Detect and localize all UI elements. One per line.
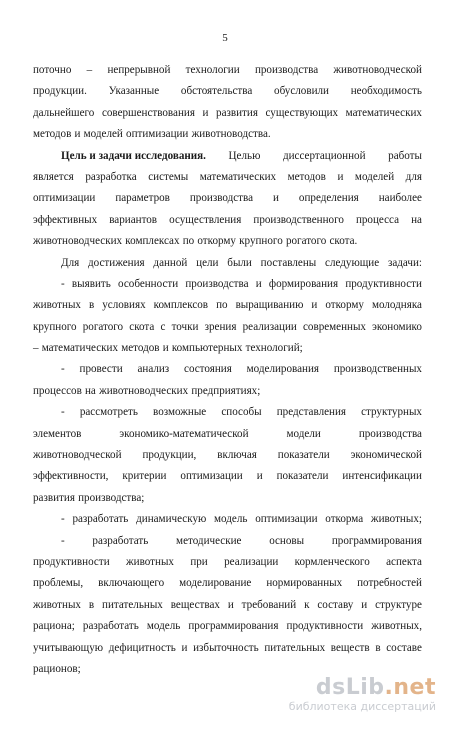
paragraph	[33, 509, 422, 530]
word: вариантов	[109, 213, 158, 226]
word: данной	[153, 256, 188, 269]
word: производства	[358, 427, 422, 440]
text-line	[33, 253, 422, 274]
word: зрения	[204, 320, 237, 333]
word: были	[227, 256, 252, 269]
word: возможные	[153, 406, 207, 419]
watermark	[266, 676, 436, 714]
word: крупного	[239, 235, 283, 248]
text-line	[33, 552, 422, 573]
word: и	[273, 192, 279, 205]
word: производственного	[253, 213, 344, 226]
word: наиболее	[378, 192, 422, 205]
word: моделирования	[246, 363, 319, 376]
text-line	[33, 616, 422, 637]
word: представления	[276, 406, 346, 419]
word: животных	[33, 299, 81, 312]
word: выращиванию	[235, 299, 304, 312]
word: проблемы,	[33, 577, 84, 590]
word: показатели	[276, 470, 329, 483]
word: развития	[33, 491, 75, 504]
word: на	[85, 384, 96, 397]
word: обстоятельства	[180, 85, 253, 98]
text-line	[33, 359, 422, 380]
word: производства	[254, 64, 319, 76]
word: продукции.	[33, 85, 87, 98]
word: оптимизации	[180, 470, 243, 483]
word: и	[202, 106, 209, 119]
word: включая	[217, 449, 257, 462]
word: Целью	[228, 149, 261, 162]
text-line	[33, 638, 422, 659]
word: по	[182, 235, 195, 248]
text-line	[33, 295, 422, 316]
word: в	[88, 598, 95, 611]
word: оптимизации	[126, 128, 189, 141]
word: составе	[386, 641, 422, 654]
word: методов	[121, 342, 160, 355]
word: животноводческой	[33, 449, 122, 462]
word: разработать	[82, 620, 139, 633]
word: интенсификации	[342, 470, 422, 483]
word: животных;	[370, 513, 422, 526]
word: программирования	[331, 534, 422, 547]
text-line	[33, 124, 422, 145]
word: Для	[61, 256, 80, 269]
word: моделирование	[179, 577, 252, 590]
text-line	[33, 103, 422, 124]
word: необходимость	[350, 85, 422, 98]
word: животноводческой	[333, 64, 422, 76]
watermark-logo-tld: .net	[384, 675, 436, 700]
word: работы	[388, 149, 422, 162]
text-line	[33, 595, 422, 616]
word: оптимизации	[33, 192, 96, 205]
word: комплексов	[153, 299, 209, 312]
word: кормленческого	[294, 555, 370, 568]
word: нормированных	[266, 577, 343, 590]
word: по	[216, 299, 228, 312]
word: и	[337, 170, 344, 183]
word: производства	[185, 277, 249, 290]
word: технологий;	[245, 342, 303, 355]
word: основы	[269, 534, 305, 547]
watermark-logo-main: dsLib	[315, 675, 385, 700]
word: непрерывной	[107, 64, 171, 76]
text-line	[33, 445, 422, 466]
word: при	[190, 555, 208, 568]
word: и	[162, 342, 169, 355]
word: компьютерных	[171, 342, 243, 355]
word: -	[61, 406, 65, 419]
word: разработать	[72, 513, 129, 526]
word: математических	[345, 106, 422, 119]
paragraph	[33, 359, 422, 402]
document-body	[33, 60, 422, 680]
word: скота.	[329, 235, 358, 248]
text-line	[33, 60, 422, 81]
word: программирования	[188, 620, 279, 633]
word: условиях	[102, 299, 146, 312]
word: животных	[126, 555, 174, 568]
word: откорма	[325, 513, 364, 526]
text-line	[33, 573, 422, 594]
word: -	[61, 363, 65, 376]
word: составу	[317, 598, 354, 611]
text-line	[33, 167, 422, 188]
word: особенности	[118, 277, 179, 290]
watermark-subtitle: библиотека диссертаций	[288, 700, 436, 713]
word: способы	[221, 406, 262, 419]
word: реализации	[224, 555, 279, 568]
word: методические	[176, 534, 242, 547]
text-line	[33, 509, 422, 530]
word: –	[86, 64, 93, 76]
word: рационов;	[33, 662, 81, 675]
word: Указанные	[108, 85, 160, 98]
section-heading: Цель и задачи исследования.	[61, 149, 206, 162]
text-line	[33, 424, 422, 445]
word: предприятиях;	[191, 384, 261, 397]
word: дефицитность	[108, 641, 176, 654]
word: точки	[171, 320, 199, 333]
word: аспекта	[386, 555, 422, 568]
word: процессов	[33, 384, 82, 397]
word: параметров	[115, 192, 170, 205]
word: разработка	[85, 170, 137, 183]
text-line	[33, 488, 422, 509]
word: животноводческих	[33, 235, 123, 248]
word: к	[304, 598, 310, 611]
word: реализации	[242, 320, 297, 333]
word: структуре	[375, 598, 422, 611]
word: эффективных	[33, 213, 98, 226]
word: веществ	[330, 641, 370, 654]
word: веществах	[170, 598, 220, 611]
word: формирования	[268, 277, 339, 290]
word: моделей	[83, 128, 123, 141]
text-line	[33, 317, 422, 338]
word: выявить	[71, 277, 111, 290]
word: продуктивности	[33, 555, 110, 568]
word: крупного	[33, 320, 77, 333]
word: является	[33, 170, 74, 183]
text-line	[33, 402, 422, 423]
word: рогатого	[82, 320, 124, 333]
word: модель	[146, 620, 181, 633]
word: включающего	[98, 577, 165, 590]
word: и	[311, 299, 318, 312]
word: комплексах	[125, 235, 180, 248]
text-line	[33, 81, 422, 102]
paragraph	[33, 146, 422, 253]
word: структурных	[361, 406, 422, 419]
word: разработать	[92, 534, 149, 547]
word: экономико	[372, 320, 422, 333]
word: и	[181, 641, 188, 654]
word: методов	[287, 170, 326, 183]
word: питательных	[102, 598, 163, 611]
paragraph	[33, 531, 422, 681]
word: -	[61, 513, 65, 526]
word: показатели	[277, 449, 330, 462]
word: экономической	[350, 449, 422, 462]
word: продуктивности	[286, 620, 364, 633]
word: молодняка	[371, 299, 422, 312]
text-line	[33, 466, 422, 487]
page-number: 5	[222, 32, 228, 44]
paragraph	[33, 274, 422, 360]
text-line	[33, 531, 422, 552]
word: совершенствования	[101, 106, 195, 119]
word: в	[375, 641, 381, 654]
word: в	[88, 299, 95, 312]
word: и	[361, 598, 368, 611]
word: анализ	[137, 363, 170, 376]
word: поточно	[33, 64, 72, 76]
word: системы	[148, 170, 189, 183]
word: осуществления	[169, 213, 242, 226]
word: определения	[298, 192, 359, 205]
word: производства	[189, 192, 254, 205]
word: эффективности,	[33, 470, 109, 483]
word: критерии	[122, 470, 167, 483]
word: животных	[33, 598, 81, 611]
word: современных	[302, 320, 366, 333]
word: с	[160, 320, 166, 333]
word: элементов	[33, 427, 82, 440]
word: поставлены	[260, 256, 317, 269]
word: откорму	[197, 235, 236, 248]
paragraph	[33, 253, 422, 274]
word: питательных	[264, 641, 326, 654]
watermark-logo	[266, 676, 436, 700]
word: производственных	[333, 363, 422, 376]
word: цели	[196, 256, 219, 269]
text-line	[33, 146, 422, 167]
word: на	[411, 213, 422, 226]
word: моделей	[354, 170, 395, 183]
word: откорму	[325, 299, 364, 312]
word: провести	[79, 363, 123, 376]
word: избыточность	[193, 641, 259, 654]
word: животноводства.	[191, 128, 271, 141]
word: учитывающую	[33, 641, 104, 654]
word: математических	[199, 170, 277, 183]
word: модель	[214, 513, 248, 526]
word: и	[74, 128, 81, 141]
text-line	[33, 188, 422, 209]
word: и	[227, 598, 234, 611]
word: дальнейшего	[33, 106, 95, 119]
paragraph	[33, 402, 422, 509]
word: рассмотреть	[79, 406, 138, 419]
word: производства;	[78, 491, 145, 504]
text-line	[33, 274, 422, 295]
paragraph	[33, 60, 422, 146]
word: скота	[129, 320, 155, 333]
text-line	[33, 381, 422, 402]
word: развития	[216, 106, 258, 119]
word: динамическую	[136, 513, 207, 526]
word: существующих	[265, 106, 339, 119]
word: экономико-математической	[119, 427, 249, 440]
word: животноводческих	[99, 384, 189, 397]
word: состояния	[184, 363, 232, 376]
word: требований	[241, 598, 297, 611]
word: потребностей	[357, 577, 422, 590]
word: -	[61, 277, 65, 290]
word: -	[61, 534, 65, 547]
word: –	[33, 342, 39, 355]
word: рациона;	[33, 620, 75, 633]
word: методов	[33, 128, 72, 141]
word: и	[255, 277, 262, 290]
word: животных,	[371, 620, 422, 633]
text-line	[33, 338, 422, 359]
word: обусловили	[274, 85, 329, 98]
word: задачи:	[387, 256, 422, 269]
word: рогатого	[285, 235, 327, 248]
text-line	[33, 231, 422, 252]
word: диссертационной	[282, 149, 366, 162]
word: продуктивности	[345, 277, 422, 290]
text-line	[33, 210, 422, 231]
word: для	[405, 170, 422, 183]
word: оптимизации	[255, 513, 318, 526]
word: достижения	[88, 256, 145, 269]
word: следующие	[325, 256, 380, 269]
word: математических	[41, 342, 119, 355]
word: технологии	[185, 64, 240, 76]
word: и	[256, 470, 263, 483]
word: продукции,	[142, 449, 197, 462]
word: процесса	[355, 213, 400, 226]
word: модели	[286, 427, 321, 440]
